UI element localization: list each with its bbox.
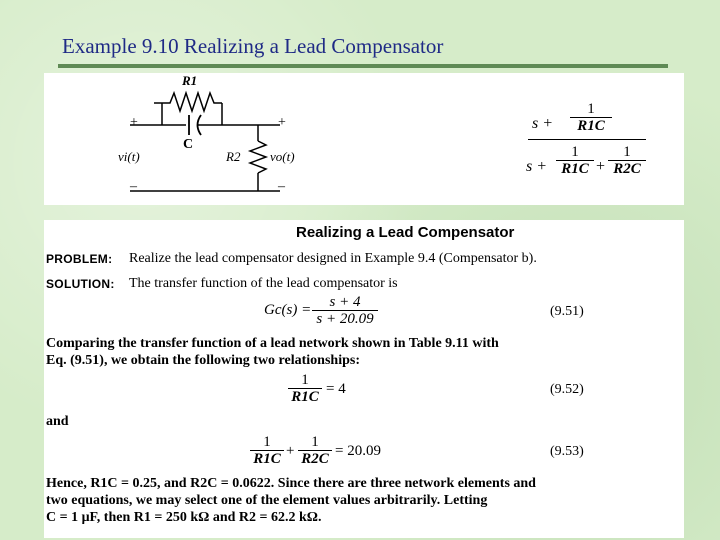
document-heading: Realizing a Lead Compensator	[296, 224, 515, 241]
eq51-number: (9.51)	[550, 304, 584, 319]
eq53-fraction-b: $\frac{1}{R2C}$	[298, 434, 332, 467]
eq51-lhs: Gc(s) =	[264, 302, 312, 318]
title-divider	[58, 64, 668, 68]
eq52-fraction: $\frac{1}{R1C}$	[288, 372, 322, 405]
output-voltage-label: vo(t)	[270, 149, 295, 164]
hence-line-3: C = 1 μF, then R1 = 250 kΩ and R2 = 62.2 kΩ.	[46, 510, 322, 525]
eq52-number: (9.52)	[550, 382, 584, 397]
eq51-fraction: $\frac{s + 4}{s + 20.09}$	[312, 294, 378, 327]
compare-line-1: Comparing the transfer function of a lead network shown in Table 9.11 with	[46, 336, 499, 351]
transfer-function-fraction: s + $\frac{1}{R1C}$ s + $\frac{1}{R1C}$ + $\frac{1}{R2C}$	[528, 101, 646, 182]
eq53-rhs: = 20.09	[335, 443, 381, 459]
slide-title: Example 9.10 Realizing a Lead Compensator	[62, 34, 444, 58]
input-plus: +	[130, 115, 138, 130]
output-plus: +	[278, 115, 286, 130]
eq53-number: (9.53)	[550, 444, 584, 459]
eq53-plus: +	[286, 443, 295, 459]
r2-label: R2	[226, 149, 241, 164]
hence-line-2: two equations, we may select one of the element values arbitrarily. Letting	[46, 493, 488, 508]
and-text: and	[46, 414, 69, 429]
eq53-fraction-a: $\frac{1}{R1C}$	[250, 434, 284, 467]
solution-label: SOLUTION:	[46, 277, 115, 291]
r1-label: R1	[182, 73, 198, 88]
input-minus: –	[130, 179, 137, 194]
capacitor-label: C	[183, 137, 194, 152]
problem-label: PROBLEM:	[46, 252, 113, 266]
solution-text: The transfer function of the lead compensator is	[129, 276, 398, 291]
problem-text: Realize the lead compensator designed in Example 9.4 (Compensator b).	[129, 251, 537, 266]
hence-line-1: Hence, R1C = 0.25, and R2C = 0.0622. Since there are three network elements and	[46, 476, 536, 491]
circuit-panel	[44, 73, 684, 205]
eq52-rhs: = 4	[326, 381, 346, 397]
output-minus: –	[278, 179, 285, 194]
input-voltage-label: vi(t)	[118, 149, 140, 164]
compare-line-2: Eq. (9.51), we obtain the following two relationships:	[46, 353, 360, 368]
document-panel	[44, 220, 684, 538]
